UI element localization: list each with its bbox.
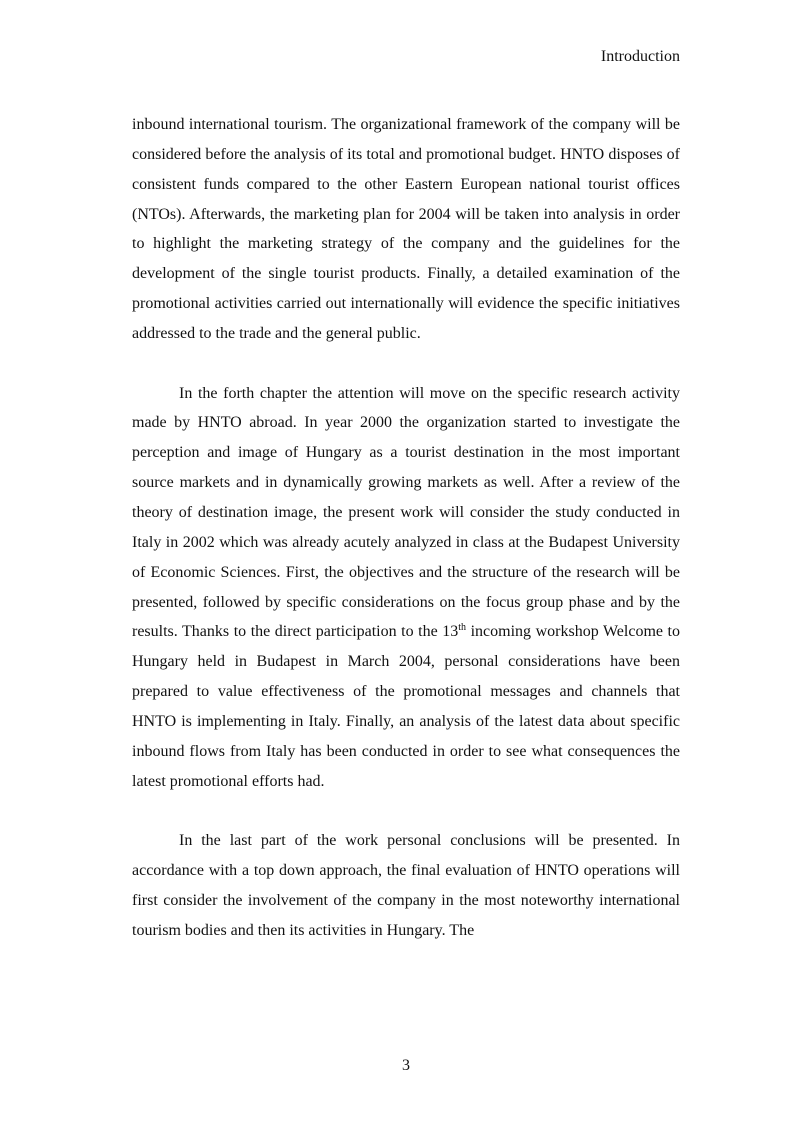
body-text (132, 110, 680, 946)
paragraph-continued: inbound international tourism. The organizational framework of the company will be considered before the analysis of its total and promotional budget. HNTO disposes of consistent funds compared to the other Eastern European national tourist offices (NTOs). Afterwards, the marketing plan for 2004 will be taken into analysis in order to highlight the marketing strategy of the company and the guidelines for the development of the single tourist products. Finally, a detailed examination of the promotional activities carried out internationally will evidence the specific initiatives addressed to the trade and the general public. (132, 116, 680, 342)
ordinal-suffix: th (458, 622, 467, 634)
paragraph-chapter-four (132, 379, 680, 797)
running-header: Introduction (600, 48, 680, 65)
paragraph-text-after-ordinal: incoming workshop Welcome to Hungary held in Budapest in March 2004, personal considerations have been prepared to value effectiveness of the promotional messages and channels that HNTO is implementing in Italy. Finally, an analysis of the latest data about specific inbound flows from Italy has been conducted in order to see what consequences the latest promotional efforts had. (132, 623, 680, 790)
ordinal-number: 13 (442, 623, 459, 641)
paragraph-text-before-ordinal: In the forth chapter the attention will move on the specific research activity made by HNTO abroad. In year 2000 the organization started to investigate the perception and image of Hungary as a tourist destination in the most important source markets and in dynamically growing markets as well. After a review of the theory of destination image, the present work will consider the study conducted in Italy in 2002 which was already acutely analyzed in class at the Budapest University of Economic Sciences. First, the objectives and the structure of the research will be presented, followed by specific considerations on the focus group phase and by the results. Thanks to the direct participation to the (132, 384, 680, 641)
page-number: 3 (402, 1057, 410, 1074)
paragraph-conclusions: In the last part of the work personal conclusions will be presented. In accordance with a top down approach, the final evaluation of HNTO operations will first consider the involvement of the company in the most noteworthy international tourism bodies and then its activities in Hungary. The (132, 832, 680, 939)
